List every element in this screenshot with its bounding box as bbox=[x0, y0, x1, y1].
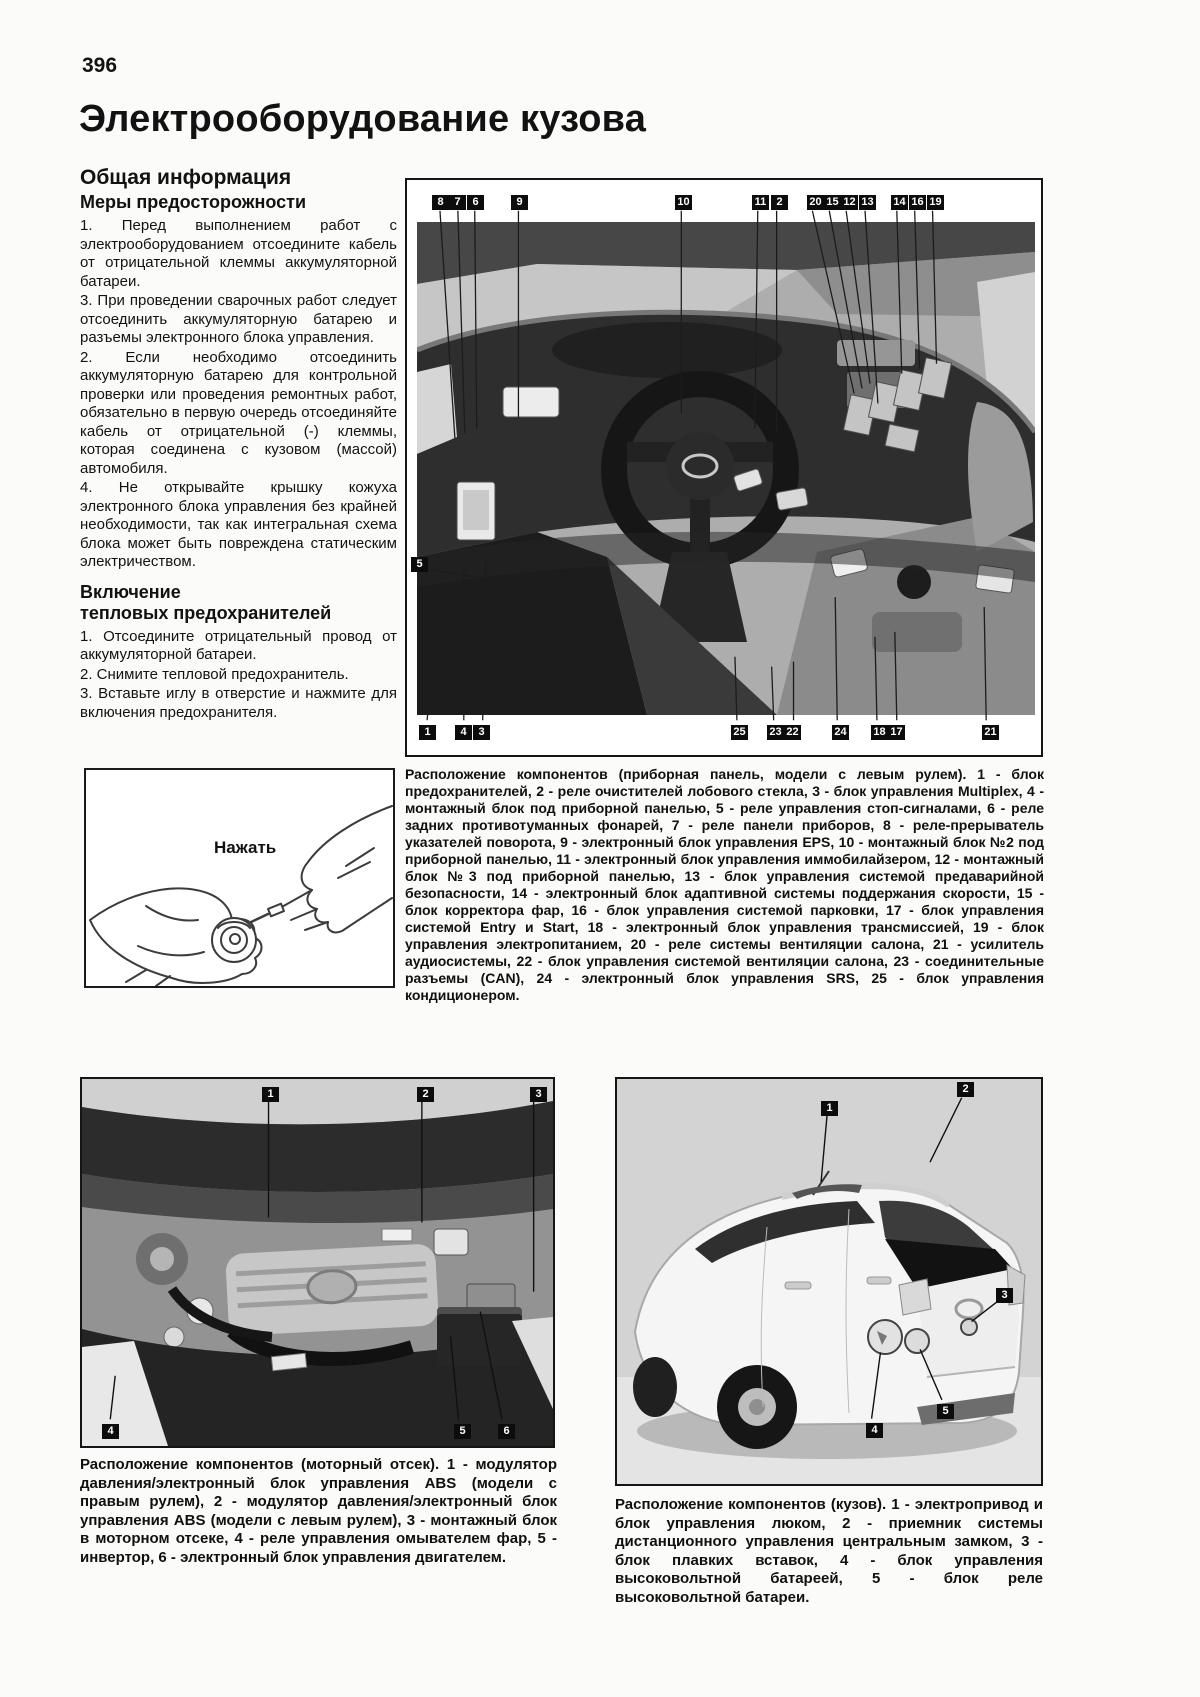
callout-14: 14 bbox=[891, 195, 908, 210]
callout-eng-6: 6 bbox=[498, 1424, 515, 1439]
callout-10: 10 bbox=[675, 195, 692, 210]
precaution-paragraph: 4. Не открывайте крышку кожуха электронного блока управления без крайней необходимости, так как интегральная схема блока может быть повреждена статическим электричеством. bbox=[80, 479, 397, 570]
hands-line-art bbox=[86, 770, 393, 986]
dashboard-caption: Расположение компонентов (приборная панель, модели с левым рулем). 1 - блок предохранителей, 2 - реле очистителей лобового стекла, 3 - блок управления Multiplex, 4 - монтажный блок под приборной панелью, 5 - реле управления стоп-сигналами, 6 - реле задних противотуманных фонарей, 7 - реле панели приборов, 8 - реле-прерыватель указателей поворота, 9 - электронный блок управления EPS, 10 - монтажный блок №2 под приборной панелью, 11 - электронный блок управления иммобилайзером, 12 - монтажный блок №3 под приборной панелью, 13 - блок управления системой предаварийной безопасности, 14 - электронный блок адаптивной системы поддержания скорости, 15 - блок корректора фар, 16 - блок управления системой парковки, 17 - блок управления системой Entry и Start, 18 - электронный блок управления трансмиссией, 19 - блок управления электропитанием, 20 - реле системы вентиляции салона, 21 - усилитель аудиосистемы, 22 - блок управления системой вентиляции салона, 23 - соединительные разъемы (CAN), 24 - электронный блок управления SRS, 25 - блок управления кондиционером. bbox=[405, 766, 1044, 1003]
rear-body-caption: Расположение компонентов (кузов). 1 - электропривод и блок управления люком, 2 - приемник системы дистанционного управления центральным замком, 3 - блок плавких вставок, 4 - блок управления высоковольтной батареей, 5 - блок реле высоковольтной батареи. bbox=[615, 1496, 1043, 1606]
engine-bay-figure bbox=[80, 1077, 555, 1448]
dashboard-photo-art bbox=[417, 222, 1035, 715]
callout-3: 3 bbox=[473, 725, 490, 740]
callout-eng-5: 5 bbox=[454, 1424, 471, 1439]
fuse-heading-line1: Включение bbox=[80, 581, 181, 602]
engine-bay-photo-art bbox=[82, 1079, 553, 1446]
callout-eng-4: 4 bbox=[102, 1424, 119, 1439]
fuse-heading-line2: тепловых предохранителей bbox=[80, 602, 332, 623]
callout-22: 22 bbox=[784, 725, 801, 740]
callout-15: 15 bbox=[824, 195, 841, 210]
callout-13: 13 bbox=[859, 195, 876, 210]
callout-body-2: 2 bbox=[957, 1082, 974, 1097]
engine-bay-photo bbox=[82, 1079, 553, 1446]
callout-5: 5 bbox=[411, 557, 428, 572]
callout-6: 6 bbox=[467, 195, 484, 210]
callout-8: 8 bbox=[432, 195, 449, 210]
callout-body-4: 4 bbox=[866, 1423, 883, 1438]
callout-eng-2: 2 bbox=[417, 1087, 434, 1102]
rear-body-figure bbox=[615, 1077, 1043, 1486]
dashboard-photo bbox=[417, 222, 1035, 715]
callout-1: 1 bbox=[419, 725, 436, 740]
callout-19: 19 bbox=[927, 195, 944, 210]
engine-bay-caption: Расположение компонентов (моторный отсек). 1 - модулятор давления/электронный блок управления ABS (модели с правым рулем), 2 - модулятор давления/электронный блок управления ABS (модели с левым рулем), 3 - монтажный блок в моторном отсеке, 4 - реле управления омывателем фар, 5 - инвертор, 6 - электронный блок управления двигателем. bbox=[80, 1456, 557, 1566]
fuse-section bbox=[80, 582, 397, 723]
callout-eng-3: 3 bbox=[530, 1087, 547, 1102]
callout-eng-1: 1 bbox=[262, 1087, 279, 1102]
callout-4: 4 bbox=[455, 725, 472, 740]
callout-16: 16 bbox=[909, 195, 926, 210]
rear-body-photo bbox=[617, 1079, 1041, 1484]
precaution-paragraph: 1. Перед выполнением работ с электрооборудованием отсоедините кабель от отрицательной клеммы аккумуляторной батареи. bbox=[80, 217, 397, 290]
callout-7: 7 bbox=[449, 195, 466, 210]
callout-24: 24 bbox=[832, 725, 849, 740]
callout-17: 17 bbox=[888, 725, 905, 740]
dashboard-figure bbox=[405, 178, 1043, 757]
callout-12: 12 bbox=[841, 195, 858, 210]
press-label: Нажать bbox=[214, 838, 277, 857]
page-number: 396 bbox=[82, 54, 118, 77]
page-title: Электрооборудование кузова bbox=[79, 98, 647, 140]
callout-18: 18 bbox=[871, 725, 888, 740]
fuse-press-illustration bbox=[84, 768, 395, 988]
callout-body-1: 1 bbox=[821, 1101, 838, 1116]
callout-11: 11 bbox=[752, 195, 769, 210]
callout-9: 9 bbox=[511, 195, 528, 210]
rear-body-photo-art bbox=[617, 1079, 1041, 1484]
callout-body-5: 5 bbox=[937, 1404, 954, 1419]
precaution-paragraph: 2. Если необходимо отсоединить аккумуляторную батарею для контрольной проверки или проведения ремонтных работ, обязательно в первую очередь отсоединяйте кабель от отрицательной (-) клеммы, которая соединена с кузовом (массой) автомобиля. bbox=[80, 348, 397, 477]
fuse-step: 1. Отсоедините отрицательный провод от аккумуляторной батареи. bbox=[80, 627, 397, 663]
callout-23: 23 bbox=[767, 725, 784, 740]
general-info-heading: Общая информация bbox=[80, 166, 292, 189]
callout-body-3: 3 bbox=[996, 1288, 1013, 1303]
callout-20: 20 bbox=[807, 195, 824, 210]
callout-2: 2 bbox=[771, 195, 788, 210]
callout-21: 21 bbox=[982, 725, 999, 740]
callout-25: 25 bbox=[731, 725, 748, 740]
precaution-paragraph: 3. При проведении сварочных работ следует отсоединить аккумуляторную батарею и разъемы электронного блока управления. bbox=[80, 292, 397, 346]
fuse-step: 2. Снимите тепловой предохранитель. bbox=[80, 665, 349, 683]
precautions-heading: Меры предосторожности bbox=[80, 192, 307, 212]
fuse-step: 3. Вставьте иглу в отверстие и нажмите для включения предохранителя. bbox=[80, 685, 397, 721]
left-column bbox=[80, 166, 397, 723]
